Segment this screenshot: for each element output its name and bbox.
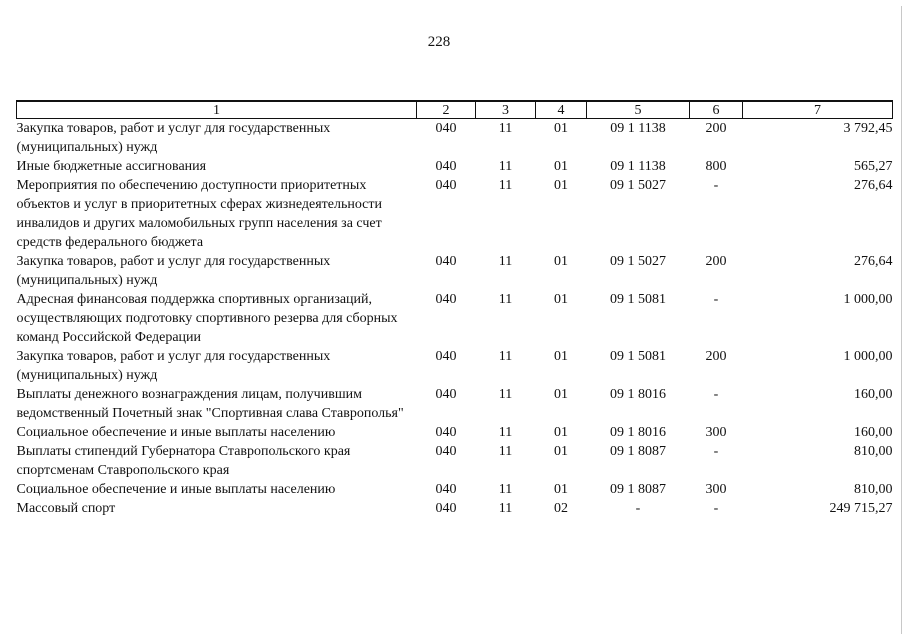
row-target-item-code: 09 1 5081 — [610, 292, 666, 307]
row-amount: 3 792,45 — [843, 121, 893, 136]
row-subsection-code: 01 — [554, 159, 568, 174]
page-number: 228 — [427, 34, 451, 50]
column-header-name: 1 — [17, 101, 417, 119]
row-section-code: 11 — [498, 444, 513, 459]
row-amount: 810,00 — [854, 444, 893, 459]
table-row — [17, 480, 893, 499]
column-header-target-item: 5 — [587, 101, 690, 119]
row-name: Выплаты стипендий Губернатора Ставропольского края спортсменам Ставропольского края — [16, 444, 351, 478]
row-department-code: 040 — [435, 178, 457, 193]
row-expense-type-code: 300 — [705, 482, 727, 497]
table-row — [17, 290, 893, 347]
row-amount: 160,00 — [854, 425, 893, 440]
row-target-item-code: 09 1 8016 — [610, 387, 666, 402]
row-subsection-code: 02 — [554, 501, 568, 516]
table-row — [17, 442, 893, 480]
row-department-code: 040 — [435, 425, 457, 440]
row-subsection-code: 01 — [554, 444, 568, 459]
row-expense-type-code: - — [713, 444, 719, 459]
row-expense-type-code: 300 — [705, 425, 727, 440]
row-department-code: 040 — [435, 482, 457, 497]
row-name: Социальное обеспечение и иные выплаты населению — [16, 482, 336, 497]
row-department-code: 040 — [435, 121, 457, 136]
row-section-code: 11 — [498, 292, 513, 307]
row-expense-type-code: 800 — [705, 159, 727, 174]
row-subsection-code: 01 — [554, 349, 568, 364]
table-row — [17, 157, 893, 176]
row-amount: 1 000,00 — [843, 349, 893, 364]
row-name: Выплаты денежного вознаграждения лицам, получившим ведомственный Почетный знак "Спортивная слава Ставрополья" — [16, 387, 404, 421]
table-body — [17, 119, 893, 519]
row-target-item-code: 09 1 8087 — [610, 444, 666, 459]
row-target-item-code: 09 1 5027 — [610, 254, 666, 269]
table-row — [17, 252, 893, 290]
row-section-code: 11 — [498, 425, 513, 440]
row-amount: 276,64 — [854, 178, 893, 193]
row-target-item-code: 09 1 1138 — [610, 121, 666, 136]
row-expense-type-code: - — [713, 292, 719, 307]
row-section-code: 11 — [498, 349, 513, 364]
row-section-code: 11 — [498, 501, 513, 516]
table-row — [17, 423, 893, 442]
row-subsection-code: 01 — [554, 121, 568, 136]
row-department-code: 040 — [435, 501, 457, 516]
row-subsection-code: 01 — [554, 292, 568, 307]
column-header-department: 2 — [417, 101, 476, 119]
row-amount: 810,00 — [854, 482, 893, 497]
row-name: Закупка товаров, работ и услуг для государственных (муниципальных) нужд — [16, 349, 331, 383]
table-row — [17, 176, 893, 252]
row-section-code: 11 — [498, 254, 513, 269]
row-target-item-code: - — [635, 501, 641, 516]
row-section-code: 11 — [498, 178, 513, 193]
row-expense-type-code: - — [713, 387, 719, 402]
row-department-code: 040 — [435, 159, 457, 174]
row-amount: 565,27 — [854, 159, 893, 174]
row-amount: 160,00 — [854, 387, 893, 402]
table-row — [17, 347, 893, 385]
row-amount: 1 000,00 — [843, 292, 893, 307]
row-section-code: 11 — [498, 387, 513, 402]
row-subsection-code: 01 — [554, 425, 568, 440]
column-header-section: 3 — [476, 101, 536, 119]
row-expense-type-code: 200 — [705, 349, 727, 364]
budget-table — [16, 100, 893, 518]
row-subsection-code: 01 — [554, 482, 568, 497]
column-header-amount: 7 — [743, 101, 893, 119]
row-name: Мероприятия по обеспечению доступности приоритетных объектов и услуг в приоритетных сферах жизнедеятельности инвалидов и других маломобильных групп населения за счет средств федерального бюджета — [16, 178, 383, 250]
scan-edge-line — [901, 6, 902, 634]
row-department-code: 040 — [435, 254, 457, 269]
row-target-item-code: 09 1 5027 — [610, 178, 666, 193]
row-amount: 249 715,27 — [829, 501, 893, 516]
row-name: Социальное обеспечение и иные выплаты населению — [16, 425, 336, 440]
table-header-row — [17, 101, 893, 119]
row-amount: 276,64 — [854, 254, 893, 269]
row-name: Закупка товаров, работ и услуг для государственных (муниципальных) нужд — [16, 121, 331, 155]
row-department-code: 040 — [435, 444, 457, 459]
row-name: Закупка товаров, работ и услуг для государственных (муниципальных) нужд — [16, 254, 331, 288]
row-subsection-code: 01 — [554, 254, 568, 269]
row-section-code: 11 — [498, 159, 513, 174]
row-name: Адресная финансовая поддержка спортивных организаций, осуществляющих подготовку спортивного резерва для сборных команд Российской Федерации — [16, 292, 398, 345]
row-name: Массовый спорт — [16, 501, 116, 516]
row-target-item-code: 09 1 5081 — [610, 349, 666, 364]
row-target-item-code: 09 1 8087 — [610, 482, 666, 497]
row-expense-type-code: 200 — [705, 121, 727, 136]
row-section-code: 11 — [498, 482, 513, 497]
row-expense-type-code: - — [713, 501, 719, 516]
row-target-item-code: 09 1 1138 — [610, 159, 666, 174]
row-subsection-code: 01 — [554, 387, 568, 402]
row-expense-type-code: - — [713, 178, 719, 193]
row-expense-type-code: 200 — [705, 254, 727, 269]
table-row — [17, 385, 893, 423]
column-header-subsection: 4 — [536, 101, 587, 119]
row-target-item-code: 09 1 8016 — [610, 425, 666, 440]
row-subsection-code: 01 — [554, 178, 568, 193]
table-row — [17, 119, 893, 158]
table-row — [17, 499, 893, 518]
row-name: Иные бюджетные ассигнования — [16, 159, 207, 174]
column-header-expense-type: 6 — [690, 101, 743, 119]
row-department-code: 040 — [435, 387, 457, 402]
row-section-code: 11 — [498, 121, 513, 136]
row-department-code: 040 — [435, 349, 457, 364]
row-department-code: 040 — [435, 292, 457, 307]
